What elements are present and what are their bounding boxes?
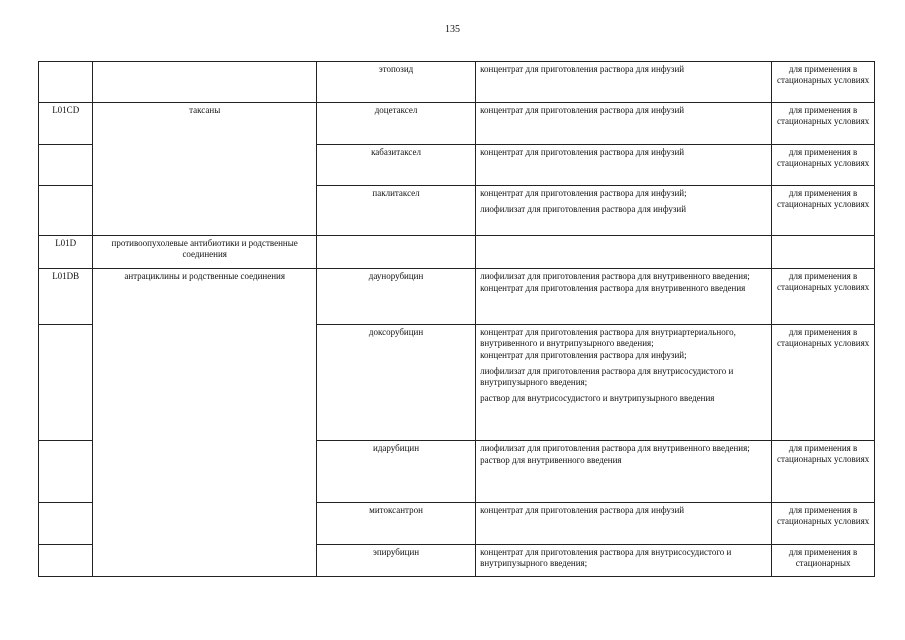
drug-table: [38, 61, 875, 577]
note-cell: для применения в стационарных условиях: [772, 269, 875, 325]
group-cell: [93, 62, 317, 103]
drug-name-cell: кабазитаксел: [316, 145, 475, 186]
note-cell: для применения в стационарных условиях: [772, 145, 875, 186]
note-cell: для применения в стационарных условиях: [772, 186, 875, 236]
dosage-form-text: лиофилизат для приготовления раствора для внутрисосудистого и внутрипузырного введения;: [480, 366, 734, 387]
atc-code-cell: L01CD: [39, 103, 93, 145]
dosage-form-cell: [476, 62, 772, 103]
dosage-form-text: концентрат для приготовления раствора для инфузий: [480, 147, 685, 157]
page-number: 135: [445, 24, 460, 35]
group-cell: антрациклины и родственные соединения: [93, 269, 317, 577]
drug-name-cell: этопозид: [316, 62, 475, 103]
drug-name-cell: идарубицин: [316, 441, 475, 503]
atc-code-cell: [39, 145, 93, 186]
note-cell: для применения в стационарных условиях: [772, 103, 875, 145]
dosage-form-text: концентрат для приготовления раствора для инфузий: [480, 64, 685, 74]
dosage-form-text: концентрат для приготовления раствора для инфузий;: [480, 350, 687, 360]
dosage-form-cell: [476, 441, 772, 503]
table-row: [39, 62, 875, 103]
dosage-form-cell: [476, 325, 772, 441]
dosage-form-cell: [476, 103, 772, 145]
drug-name-cell: митоксантрон: [316, 503, 475, 545]
note-cell: для применения в стационарных: [772, 545, 875, 577]
dosage-form-cell: [476, 145, 772, 186]
dosage-form-text: раствор для внутрисосудистого и внутрипузырного введения: [480, 393, 715, 403]
table-row: [39, 269, 875, 325]
drug-name-cell: эпирубицин: [316, 545, 475, 577]
atc-code-cell: [39, 325, 93, 441]
dosage-form-text: концентрат для приготовления раствора для внутривенного введения: [480, 283, 746, 293]
dosage-form-text: концентрат для приготовления раствора для инфузий: [480, 505, 685, 515]
atc-code-cell: L01D: [39, 236, 93, 269]
group-cell: таксаны: [93, 103, 317, 236]
table-row: [39, 236, 875, 269]
atc-code-cell: [39, 545, 93, 577]
note-cell: для применения в стационарных условиях: [772, 441, 875, 503]
atc-code-cell: [39, 503, 93, 545]
dosage-form-text: лиофилизат для приготовления раствора для внутривенного введения;: [480, 443, 750, 453]
drug-name-cell: паклитаксел: [316, 186, 475, 236]
note-cell: для применения в стационарных условиях: [772, 325, 875, 441]
dosage-form-cell: [476, 545, 772, 577]
atc-code-cell: [39, 186, 93, 236]
table-row: [39, 103, 875, 145]
dosage-form-cell: [476, 503, 772, 545]
drug-name-cell: даунорубицин: [316, 269, 475, 325]
note-cell: для применения в стационарных условиях: [772, 503, 875, 545]
drug-name-cell: доцетаксел: [316, 103, 475, 145]
dosage-form-cell: [476, 186, 772, 236]
dosage-form-text: лиофилизат для приготовления раствора для внутривенного введения;: [480, 271, 750, 281]
drug-name-cell: [316, 236, 475, 269]
note-cell: для применения в стационарных условиях: [772, 62, 875, 103]
dosage-form-text: лиофилизат для приготовления раствора для инфузий: [480, 204, 687, 214]
dosage-form-text: концентрат для приготовления раствора для инфузий;: [480, 188, 687, 198]
dosage-form-text: раствор для внутривенного введения: [480, 455, 622, 465]
group-cell: противоопухолевые антибиотики и родственные соединения: [93, 236, 317, 269]
dosage-form-text: концентрат для приготовления раствора для внутрисосудистого и внутрипузырного введения;: [480, 547, 732, 568]
atc-code-cell: L01DB: [39, 269, 93, 325]
dosage-form-text: концентрат для приготовления раствора для внутриартериального, внутривенного и внутрипузырного введения;: [480, 327, 736, 348]
atc-code-cell: [39, 62, 93, 103]
dosage-form-text: концентрат для приготовления раствора для инфузий: [480, 105, 685, 115]
note-cell: [772, 236, 875, 269]
atc-code-cell: [39, 441, 93, 503]
drug-name-cell: доксорубицин: [316, 325, 475, 441]
dosage-form-cell: [476, 236, 772, 269]
dosage-form-cell: [476, 269, 772, 325]
